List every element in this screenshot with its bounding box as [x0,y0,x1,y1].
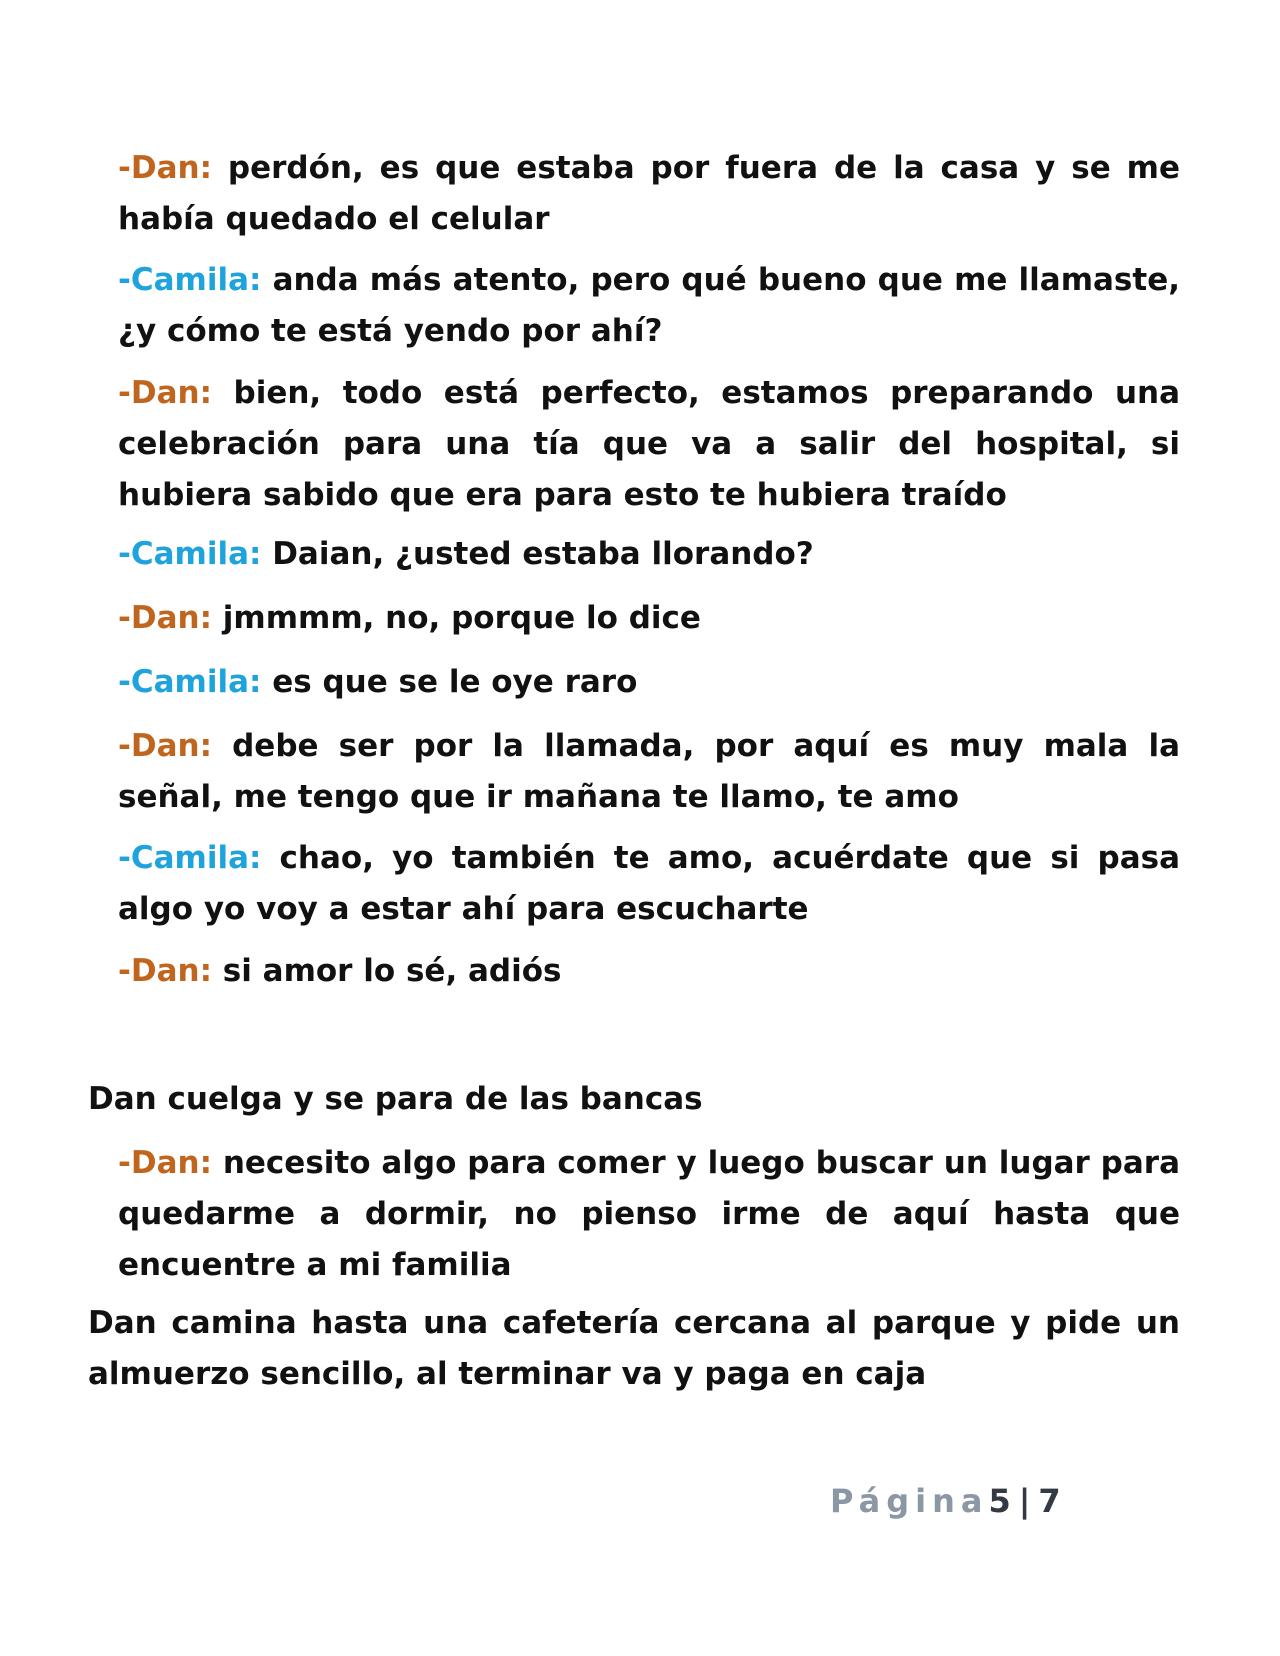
dialog-text: bien, todo está perfecto, estamos preparando una celebración para una tía que va a salir del hospital, si hubiera sabido que era para esto te hubiera traído [118,375,1181,513]
speaker-label-dan: -Dan: [118,953,212,989]
dialog-line-dan [118,368,1180,521]
speaker-label-camila: -Camila: [118,840,262,876]
page-number: 5 [988,1482,1011,1520]
dialog-line-dan [118,946,1180,997]
speaker-label-dan: -Dan: [118,1145,212,1181]
speaker-label-dan: -Dan: [118,600,212,636]
speaker-label-dan: -Dan: [118,375,212,411]
dialog-text: es que se le oye raro [272,664,638,700]
page-label: Página [830,1482,989,1520]
dialog-line-camila [118,255,1180,357]
dialog-line-dan [118,593,1180,644]
speaker-label-camila: -Camila: [118,664,262,700]
speaker-label-camila: -Camila: [118,262,262,298]
speaker-label-dan: -Dan: [118,728,212,764]
speaker-label-camila: -Camila: [118,536,262,572]
dialog-text: perdón, es que estaba por fuera de la casa y se me había quedado el celular [118,150,1181,237]
dialog-line-dan [118,143,1180,245]
dialog-text: debe ser por la llamada, por aquí es muy mala la señal, me tengo que ir mañana te llamo, te amo [118,728,1180,815]
narration-paragraph: Dan cuelga y se para de las bancas [88,1081,703,1117]
dialog-text: si amor lo sé, adiós [222,953,562,989]
dialog-line-camila [118,529,1180,580]
dialog-line-camila [118,833,1180,935]
dialog-text: jmmmm, no, porque lo dice [222,600,701,636]
dialog-line-dan [118,1138,1180,1291]
dialog-text: chao, yo también te amo, acuérdate que si pasa algo yo voy a estar ahí para escucharte [118,840,1180,927]
dialog-text: Daian, ¿usted estaba llorando? [272,536,814,572]
narration-paragraph: Dan camina hasta una cafetería cercana al parque y pide un almuerzo sencillo, al terminar va y paga en caja [88,1305,1180,1392]
dialog-line-camila [118,657,1180,708]
page-separator: | [1018,1482,1031,1520]
page-total: 7 [1038,1482,1061,1520]
dialog-text: necesito algo para comer y luego buscar un lugar para quedarme a dormir, no pienso irme de aquí hasta que encuentre a mi familia [118,1145,1180,1283]
dialog-text: anda más atento, pero qué bueno que me llamaste, ¿y cómo te está yendo por ahí? [118,262,1181,349]
page-footer [830,1482,1061,1520]
dialog-line-dan [118,721,1180,823]
speaker-label-dan: -Dan: [118,150,212,186]
